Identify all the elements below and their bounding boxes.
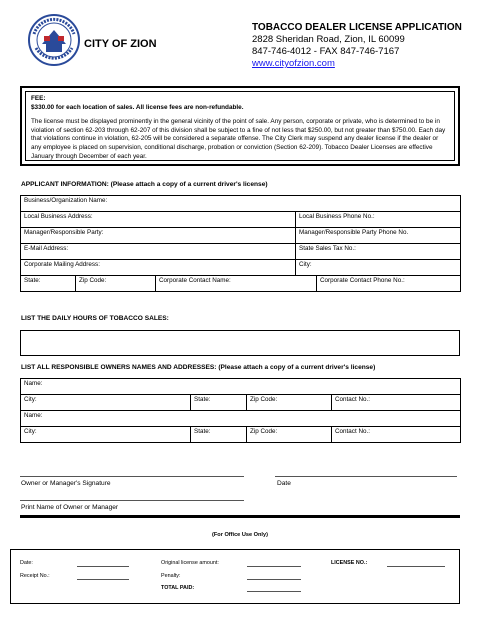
owner-1-contact-field[interactable]: Contact No.: xyxy=(332,395,461,411)
fee-terms: The license must be displayed prominently in the general vicinity of the point of sale. Any person, corporate or private, who is determined to be in violation of section 62-203 through 62-207 of this division shall be subject to a fine of not less that $250.00, but not greater than $750.00. Each day that violations continue in violation, 62-205 will be considered a separate offense. The City Clerk may suspend any dealer license if the dealer or any employee is placed on supervision, conditional discharge, probation or conviction (Section 62-209). Tobacco Dealer Licenses are effective January through December of each year. xyxy=(31,118,446,160)
contact-name-field[interactable]: Corporate Contact Name: xyxy=(156,276,317,292)
section-divider xyxy=(20,515,460,518)
office-use-box xyxy=(10,549,460,604)
hours-heading: LIST THE DAILY HOURS OF TOBACCO SALES: xyxy=(21,315,169,322)
owners-table xyxy=(20,378,461,443)
owner-2-city-field[interactable]: City: xyxy=(21,427,191,443)
owner-2-state-field[interactable]: State: xyxy=(191,427,247,443)
header-block xyxy=(252,22,462,70)
contact-phone-field[interactable]: Corporate Contact Phone No.: xyxy=(317,276,461,292)
tax-no-field[interactable]: State Sales Tax No.: xyxy=(296,244,461,260)
state-field[interactable]: State: xyxy=(21,276,76,292)
receipt-no-label: Receipt No.: xyxy=(20,573,50,579)
signature-line[interactable] xyxy=(20,476,244,477)
email-field[interactable]: E-Mail Address: xyxy=(21,244,296,260)
applicant-table xyxy=(20,195,461,292)
original-amount-line[interactable] xyxy=(247,560,301,567)
print-name-label: Print Name of Owner or Manager xyxy=(21,504,119,511)
city-name: CITY OF ZION xyxy=(84,38,157,50)
office-date-label: Date: xyxy=(20,560,33,566)
owner-1-state-field[interactable]: State: xyxy=(191,395,247,411)
total-paid-line[interactable] xyxy=(247,585,301,592)
owner-2-zip-field[interactable]: Zip Code: xyxy=(247,427,332,443)
mailing-address-field[interactable]: Corporate Mailing Address: xyxy=(21,260,296,276)
license-no-label: LICENSE NO.: xyxy=(331,560,368,566)
signature-label: Owner or Manager's Signature xyxy=(21,480,111,487)
print-name-line[interactable] xyxy=(20,500,244,501)
penalty-line[interactable] xyxy=(247,573,301,580)
owner-1-zip-field[interactable]: Zip Code: xyxy=(247,395,332,411)
license-no-line[interactable] xyxy=(387,560,445,567)
owners-heading: LIST ALL RESPONSIBLE OWNERS NAMES AND ADDRESSES: (Please attach a copy of a current driver's license) xyxy=(21,364,376,371)
business-name-field[interactable]: Business/Organization Name: xyxy=(21,196,461,212)
owner-1-name-field[interactable]: Name: xyxy=(21,379,461,395)
city-seal-logo xyxy=(28,14,80,66)
total-paid-label: TOTAL PAID: xyxy=(161,585,195,591)
fee-label: FEE: xyxy=(31,95,46,102)
zip-field[interactable]: Zip Code: xyxy=(76,276,156,292)
hours-field[interactable] xyxy=(20,330,460,356)
receipt-no-line[interactable] xyxy=(77,573,129,580)
applicant-heading: APPLICANT INFORMATION: (Please attach a copy of a current driver's license) xyxy=(21,181,268,188)
manager-field[interactable]: Manager/Responsible Party: xyxy=(21,228,296,244)
office-date-line[interactable] xyxy=(77,560,129,567)
city-field[interactable]: City: xyxy=(296,260,461,276)
manager-phone-field[interactable]: Manager/Responsible Party Phone No. xyxy=(296,228,461,244)
website-link[interactable]: www.cityofzion.com xyxy=(252,58,335,69)
local-phone-field[interactable]: Local Business Phone No.: xyxy=(296,212,461,228)
penalty-label: Penalty: xyxy=(161,573,181,579)
local-address-field[interactable]: Local Business Address: xyxy=(21,212,296,228)
original-amount-label: Original license amount: xyxy=(161,560,219,566)
office-use-heading: (For Office Use Only) xyxy=(212,532,268,538)
form-title: TOBACCO DEALER LICENSE APPLICATION xyxy=(252,22,462,33)
office-phone: 847-746-4012 - FAX 847-746-7167 xyxy=(252,46,400,57)
fee-box xyxy=(20,86,460,166)
fee-amount: $330.00 for each location of sales. All license fees are non-refundable. xyxy=(31,103,244,111)
date-line[interactable] xyxy=(275,476,457,477)
office-address: 2828 Sheridan Road, Zion, IL 60099 xyxy=(252,34,405,45)
owner-2-name-field[interactable]: Name: xyxy=(21,411,461,427)
owner-1-city-field[interactable]: City: xyxy=(21,395,191,411)
owner-2-contact-field[interactable]: Contact No.: xyxy=(332,427,461,443)
date-label: Date xyxy=(277,480,291,487)
